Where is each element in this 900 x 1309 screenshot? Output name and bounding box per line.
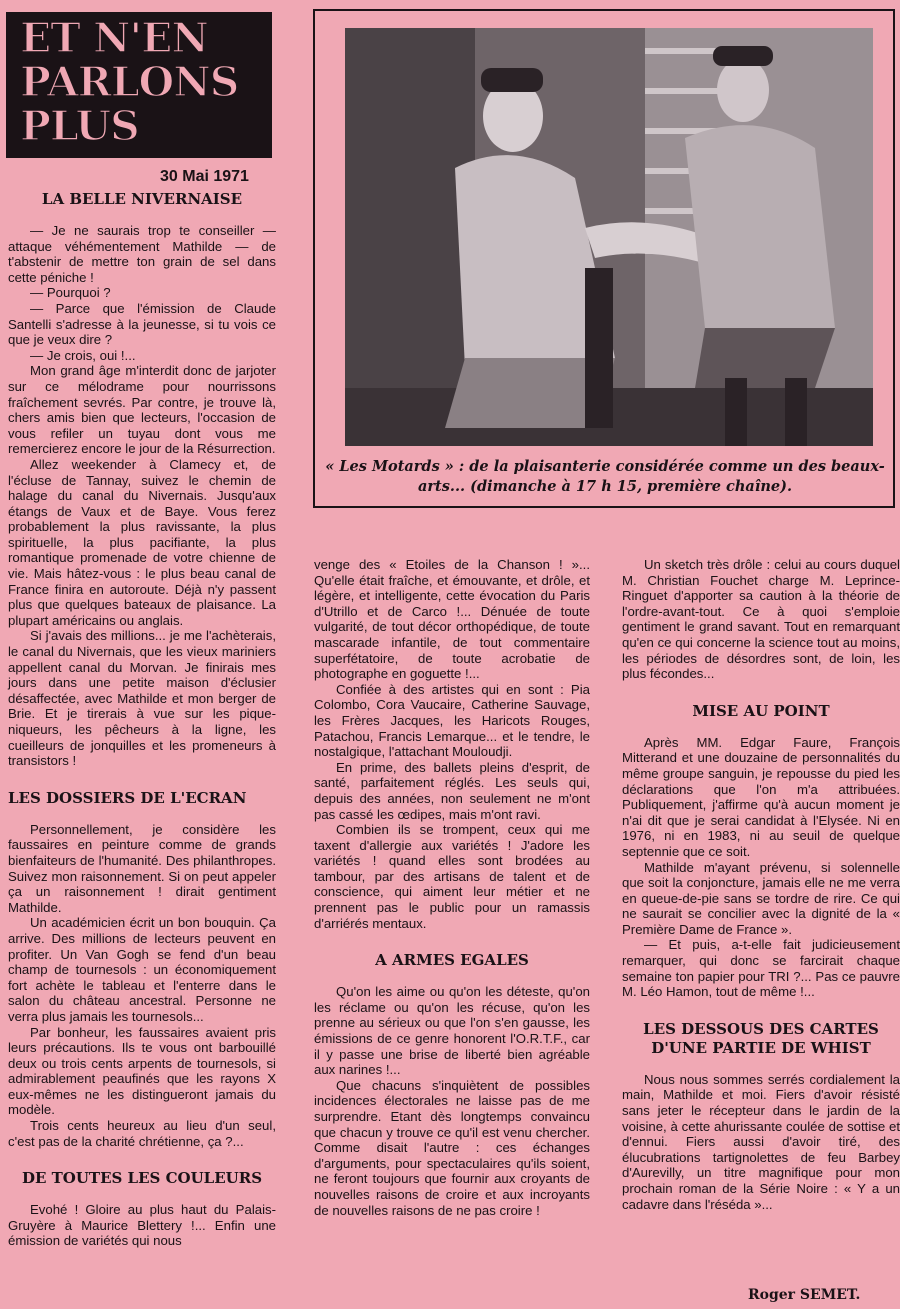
heading-dessous-cartes-2: D'UNE PARTIE DE WHIST bbox=[651, 1038, 871, 1057]
paragraph: Nous nous sommes serrés cordialement la main, Mathilde et moi. Fiers d'avoir résisté sans jeter le récepteur dans le jardin de la voisine, à cette ahurissante coulée de sottise et d'ennui. Fiers aussi d'avoir tiré, des élucubrations tartignolettes de feu Barbey d'Aurevilly, un titre magnifique pour mon prochain roman de la Série Noire : « Y a un cadavre dans l'réséda »... bbox=[622, 1071, 900, 1212]
masthead-line-3: PLUS bbox=[20, 102, 139, 150]
column-2 bbox=[314, 557, 590, 1218]
paragraph: Personnellement, je considère les faussaires en peinture comme de grands bienfaiteurs de l'humanité. Des philanthropes. Suivez mon raisonnement. Si on peut appeler ça un raisonnement ! dirait gentiment Mathilde. bbox=[8, 821, 276, 915]
column-3 bbox=[622, 557, 900, 1212]
paragraph: — Pourquoi ? bbox=[30, 285, 111, 301]
paragraph: — Je ne saurais trop te conseiller — attaque véhémentement Mathilde — de t'abstenir de mettre ton grain de sel dans cette péniche ! bbox=[8, 223, 276, 285]
heading-dessous-cartes-1: LES DESSOUS DES CARTES bbox=[643, 1019, 879, 1038]
paragraph: Combien ils se trompent, ceux qui me taxent d'allergie aux variétés ! J'adore les variétés ! quand elles sont brodées au tambour, par des artisans de talent et de conscience, qui aiment leur métier et ne prennent pas le public pour un ramassis d'arriérés mentaux. bbox=[314, 822, 590, 931]
paragraph: Que chacuns s'inquiètent de possibles incidences électorales ne laisse pas de me surprendre. Etant dès longtemps convaincu que chacun y trouve ce qu'il est venu chercher. Comme disait l'autre : ces échanges d'arguments, pour spectaculaires qu'ils soient, ne feront toujours que fournir aux croyants de nouvelles raisons de croire et aux incroyants de nouvelles raisons de ne pas croire ! bbox=[314, 1077, 590, 1218]
author-signature: Roger SEMET. bbox=[748, 1287, 861, 1303]
paragraph: — Parce que l'émission de Claude Santelli s'adresse à la jeunesse, si tu vois ce que je veux dire ? bbox=[8, 300, 276, 348]
paragraph: Un académicien écrit un bon bouquin. Ça arrive. Des millions de lecteurs peuvent en profiter. Un Van Gogh se fend d'un beau champ de tournesols : un économiquement fort achète le tableau et l'enterre dans le salon du château ancestral. Personne ne verra plus jamais les tournesols... bbox=[8, 915, 276, 1024]
paragraph: Evohé ! Gloire au plus haut du Palais-Gruyère à Maurice Blettery !... Enfin une émission de variétés qui nous bbox=[8, 1202, 276, 1249]
masthead-line-1: ET N'EN bbox=[20, 14, 208, 62]
heading-armes-egales: A ARMES EGALES bbox=[375, 951, 529, 970]
photo-box bbox=[313, 9, 895, 508]
paragraph: Après MM. Edgar Faure, François Mitterand et une douzaine de personnalités du même groupe sanguin, je repousse du pied les déclarations que l'on m'a attribuées. Publiquement, j'affirme qu'à aucun moment je n'ai dit que je serai candidat à l'Elysée. Ni en 1976, ni en 1983, ni au seuil de quelque septennie que ce soit. bbox=[622, 734, 900, 859]
photo-caption: « Les Motards » : de la plaisanterie considérée comme un des beaux-arts... (dimanche à 17 h 15, première chaîne). bbox=[325, 458, 885, 495]
issue-date: 30 Mai 1971 bbox=[160, 168, 249, 185]
heading-mise-au-point: MISE AU POINT bbox=[692, 701, 830, 720]
paragraph: Qu'on les aime ou qu'on les déteste, qu'on les réclame ou qu'on les récuse, qu'on les prenne au sérieux ou que l'on s'en gausse, les émissions de ce genre honorent l'O.R.T.F., car il y passe une brise de liberté bien agréable aux narines !... bbox=[314, 984, 590, 1078]
paragraph: Mathilde m'ayant prévenu, si solennelle que soit la conjoncture, jamais elle ne me verra en queue-de-pie sans se tordre de rire. Ce qui ne saurait se concilier avec la dignité de la « Première Dame de France ». bbox=[622, 859, 900, 937]
column-1 bbox=[8, 190, 276, 1249]
paragraph: — Je crois, oui !... bbox=[30, 347, 136, 363]
masthead-line-2: PARLONS bbox=[20, 58, 239, 106]
heading-dossiers-ecran: LES DOSSIERS DE L'ECRAN bbox=[8, 788, 247, 807]
paragraph: Mon grand âge m'interdit donc de jarjoter sur ce mélodrame pour nourrissons fraîchement sevrés. Par contre, je trouve là, chers amis bien que lecteurs, l'occasion de vous refiler un tuyau dont vous me remercierez encore le jour de la Résurrection. bbox=[8, 363, 276, 457]
press-photo bbox=[345, 28, 873, 446]
heading-belle-nivernaise: LA BELLE NIVERNAISE bbox=[41, 190, 243, 208]
masthead bbox=[6, 12, 272, 158]
paragraph: Un sketch très drôle : celui au cours duquel M. Christian Fouchet charge M. Leprince-Ringuet d'apporter sa caution à la théorie de l'ordre-avant-tout. Ce à quoi s'emploie gentiment le grand savant. Tout en remarquant qu'en ce qui concerne la science tout au moins, les périodes de désordres sont, de loin, les plus fécondes... bbox=[622, 557, 900, 682]
paragraph: En prime, des ballets pleins d'esprit, de santé, parfaitement réglés. Les seuls qui, depuis des années, non seulement ne m'ont pas cassé les œdipes, mais m'ont ravi. bbox=[314, 759, 590, 822]
paragraph: — Et puis, a-t-elle fait judicieusement remarquer, qui donc se farcirait chaque semaine ton papier pour TRI ?... Pas ce pauvre M. Léo Hamon, tout de même !... bbox=[622, 937, 900, 1000]
paragraph: Confiée à des artistes qui en sont : Pia Colombo, Cora Vaucaire, Catherine Sauvage, les Frères Jacques, les Haricots Rouges, Patachou, Francis Lemarque... et le tendre, le nostalgique, l'attachant Mouloudji. bbox=[314, 681, 590, 760]
paragraph: venge des « Etoiles de la Chanson ! »... Qu'elle était fraîche, et émouvante, et drôle, et légère, et intelligente, cette évocation du Paris d'Utrillo et de Carco !... Dénuée de toute vulgarité, de tout décor orthopédique, de toute mascarade infantile, de tout commentaire superfétatoire, de toute acrobatie de photographe en goguette !... bbox=[314, 557, 590, 682]
paragraph: Trois cents heureux au lieu d'un seul, c'est pas de la charité chrétienne, ça ?... bbox=[8, 1118, 276, 1149]
heading-toutes-couleurs: DE TOUTES LES COULEURS bbox=[21, 1169, 263, 1188]
paragraph: Allez weekender à Clamecy et, de l'écluse de Tannay, suivez le chemin de halage du canal du Nivernais. Jusqu'aux étangs de Vaux et de Baye. Vous ferez probablement la plus ravissante, la plus spirituelle, la plus pacifiante, la plus romantique promenade de votre chienne de vie. Mais hâtez-vous : le plus beau canal de France finira en autoroute. Déjà n'y passent plus que quelques bateaux de plaisance. La plupart américains ou anglais. bbox=[8, 456, 276, 628]
paragraph: Par bonheur, les faussaires avaient pris leurs précautions. Ils te vous ont barbouillé deux ou trois cents arpents de tournesols, si admirablement peaufinés que les rayons X eux-mêmes ne les distingueront jamais du modèle. bbox=[8, 1024, 276, 1118]
photo-illustration bbox=[345, 28, 873, 446]
paragraph: Si j'avais des millions... je me l'achèterais, le canal du Nivernais, que les vieux mariniers appellent canal du Morvan. Je finirais mes jours dans une petite maison d'éclusier désaffectée, avec Mathilde et mon berger de Brie. Et je tirerais à vue sur les pique-niqueurs, les pêcheurs à la ligne, les cueilleurs de jonquilles et les promeneurs à transistors ! bbox=[8, 628, 276, 769]
